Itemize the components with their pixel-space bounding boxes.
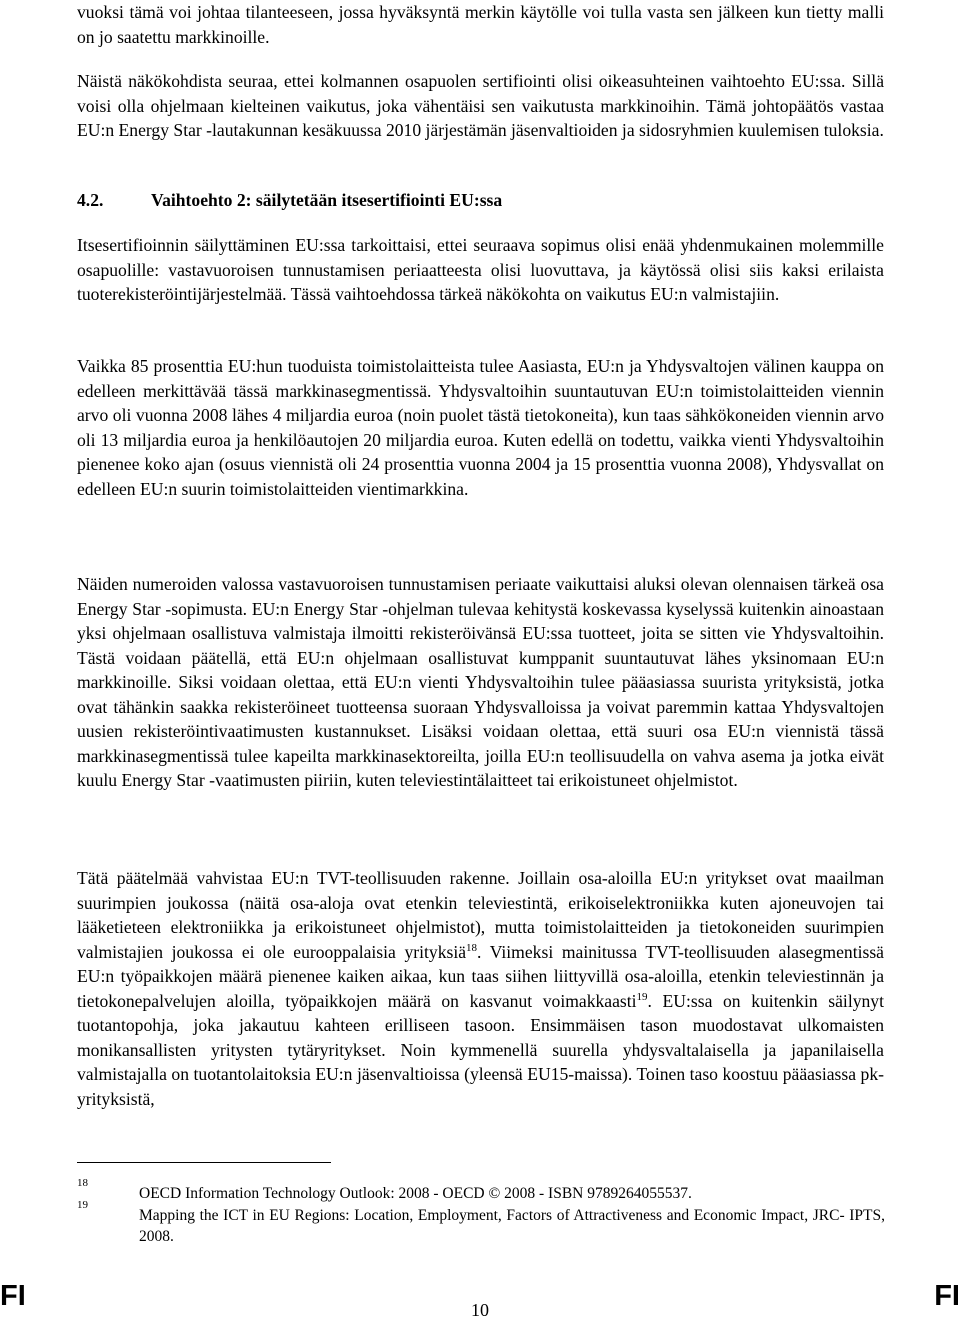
footnote-number: 19 (77, 1199, 88, 1211)
paragraph-self-certification (77, 233, 884, 307)
continuation-paragraph (77, 0, 884, 49)
footnote-number: 18 (77, 1177, 88, 1189)
paragraph-trade-figures (77, 354, 884, 501)
footnote-text: Mapping the ICT in EU Regions: Location, Employment, Factors of Attractiveness and Economic Impact, JRC- IPTS, 2008. (139, 1207, 885, 1245)
section-number: 4.2. (77, 190, 104, 210)
section-title: Vaihtoehto 2: säilytetään itsesertifiointi EU:ssa (151, 190, 503, 210)
paragraph-text-part: Tätä päätelmää vahvistaa EU:n TVT-teollisuuden rakenne. Joillain osa-aloilla EU:n yritykset ovat maailman suurimpien joukossa (näitä osa-aloja ovat etenkin televiestintä, erikoiselektroniikka kuten ajoneuvojen tai lääketieteen elektroniikka ja erikoistuneet ohjelmistot), mutta toimistolaitteiden ja tietokoneiden suurimpien valmistajien joukossa ei ole eurooppalaisia yrityksiä (77, 868, 884, 962)
paragraph-text-part: . Viimeksi mainitussa TVT-teollisuuden alasegmentissä EU:n työpaikkojen määrä pienenee kaiken aikaa, kun taas siihen liittyvillä osa-aloilla, etenkin televiestinnän ja tietokonepalvelujen aloilla, työpaikkojen määrä on kasvanut voimakkaasti (77, 941, 884, 1011)
paragraph-certification-conclusion (77, 69, 884, 143)
paragraph-ict-industry (77, 866, 884, 1111)
footnote-reference: 18 (466, 941, 478, 954)
paragraph-text: Vaikka 85 prosenttia EU:hun tuoduista toimistolaitteista tulee Aasiasta, EU:n ja Yhdysvaltojen välinen kauppa on edelleen merkittävää tässä markkinasegmentissä. Yhdysvaltoihin suuntautuvan EU:n toimistolaitteiden viennin arvo oli vuonna 2008 lähes 4 miljardia euroa (noin puolet tästä tietokoneita), kun taas sähkökoneiden viennin arvo oli 13 miljardia euroa ja henkilöautojen 20 miljardia euroa. Kuten edellä on todettu, vaikka vienti Yhdysvaltoihin pienenee koko ajan (osuus viennistä oli 24 prosenttia vuonna 2004 ja 15 prosenttia vuonna 2008), Yhdysvallat on edelleen EU:n suurin toimistolaitteiden vientimarkkina. (77, 356, 884, 499)
footnote-divider (77, 1162, 331, 1163)
paragraph-text: Näistä näkökohdista seuraa, ettei kolmannen osapuolen sertifiointi olisi oikeasuhteinen vaihtoehto EU:ssa. Sillä voisi olla ohjelmaan kielteinen vaikutus, joka vähentäisi sen vaikutusta markkinoihin. Tämä johtopäätös vastaa EU:n Energy Star -lautakunnan kesäkuussa 2010 järjestämän jäsenvaltioiden ja sidosryhmien kuulemisen tuloksia. (77, 71, 884, 140)
footnote-text: OECD Information Technology Outlook: 2008 - OECD © 2008 - ISBN 9789264055537. (139, 1185, 692, 1202)
language-code-left: FI (0, 1280, 26, 1312)
footnote-reference: 19 (636, 990, 648, 1003)
page-number: 10 (471, 1300, 489, 1320)
paragraph-mutual-recognition (77, 572, 884, 793)
section-heading (77, 188, 884, 213)
language-code-right: FI (934, 1280, 960, 1312)
paragraph-text: vuoksi tämä voi johtaa tilanteeseen, jossa hyväksyntä merkin käytölle voi tulla vasta sen jälkeen kun tietty malli on jo saatettu markkinoille. (77, 2, 884, 47)
footnote (77, 1177, 885, 1204)
paragraph-text-part: . EU:ssa on kuitenkin säilynyt tuotantopohja, joka jakautuu kahteen erilliseen tasoon. Ensimmäisen tason muodostavat ulkomaisten monikansallisten yritysten tytäryritykset. Noin kymmenellä suurella yhdysvaltalaisella ja japanilaisella valmistajalla on tuotantolaitoksia EU:n jäsenvaltioissa (yleensä EU15-maissa). Toinen taso koostuu pääasiassa pk-yrityksistä, (77, 990, 884, 1109)
paragraph-text: Itsesertifioinnin säilyttäminen EU:ssa tarkoittaisi, ettei seuraava sopimus olisi enää yhdenmukainen molemmille osapuolille: vastavuoroisen tunnustamisen periaatteesta olisi luovuttava, ja käytössä olisi siis kaksi erilaista tuoterekisteröintijärjestelmää. Tässä vaihtoehdossa tärkeä näkökohta on vaikutus EU:n valmistajiin. (77, 235, 884, 304)
paragraph-text (77, 866, 884, 1111)
footnote (77, 1199, 885, 1247)
paragraph-text: Näiden numeroiden valossa vastavuoroisen tunnustamisen periaate vaikuttaisi aluksi olevan olennaisen tärkeä osa Energy Star -sopimusta. EU:n Energy Star -ohjelman tulevaa kehitystä koskevassa kyselyssä kuitenkin ainoastaan yksi ohjelmaan osallistuva valmistaja ilmoitti rekisteröivänsä EU:ssa tuotteet, joita se sitten vie Yhdysvaltoihin. Tästä voidaan päätellä, että EU:n ohjelmaan osallistuvat kumppanit suuntautuvat lähes yksinomaan EU:n markkinoille. Siksi voidaan olettaa, että EU:n vienti Yhdysvaltoihin tulee pääasiassa suurista yrityksistä, jotka ovat tähänkin saakka rekisteröineet tuotteensa suoraan Yhdysvalloissa ja voivat paremmin kattaa Yhdysvaltojen uusien rekisteröintivaatimusten kustannukset. Lisäksi voidaan olettaa, että suuri osa EU:n viennistä tässä markkinasegmentissä tulee kapeilta markkinasektoreilta, joilla EU:n teollisuudella on vahva asema ja jotka eivät kuulu Energy Star -vaatimusten piiriin, kuten televiestintälaitteet tai erikoistuneet ohjelmistot. (77, 574, 884, 790)
